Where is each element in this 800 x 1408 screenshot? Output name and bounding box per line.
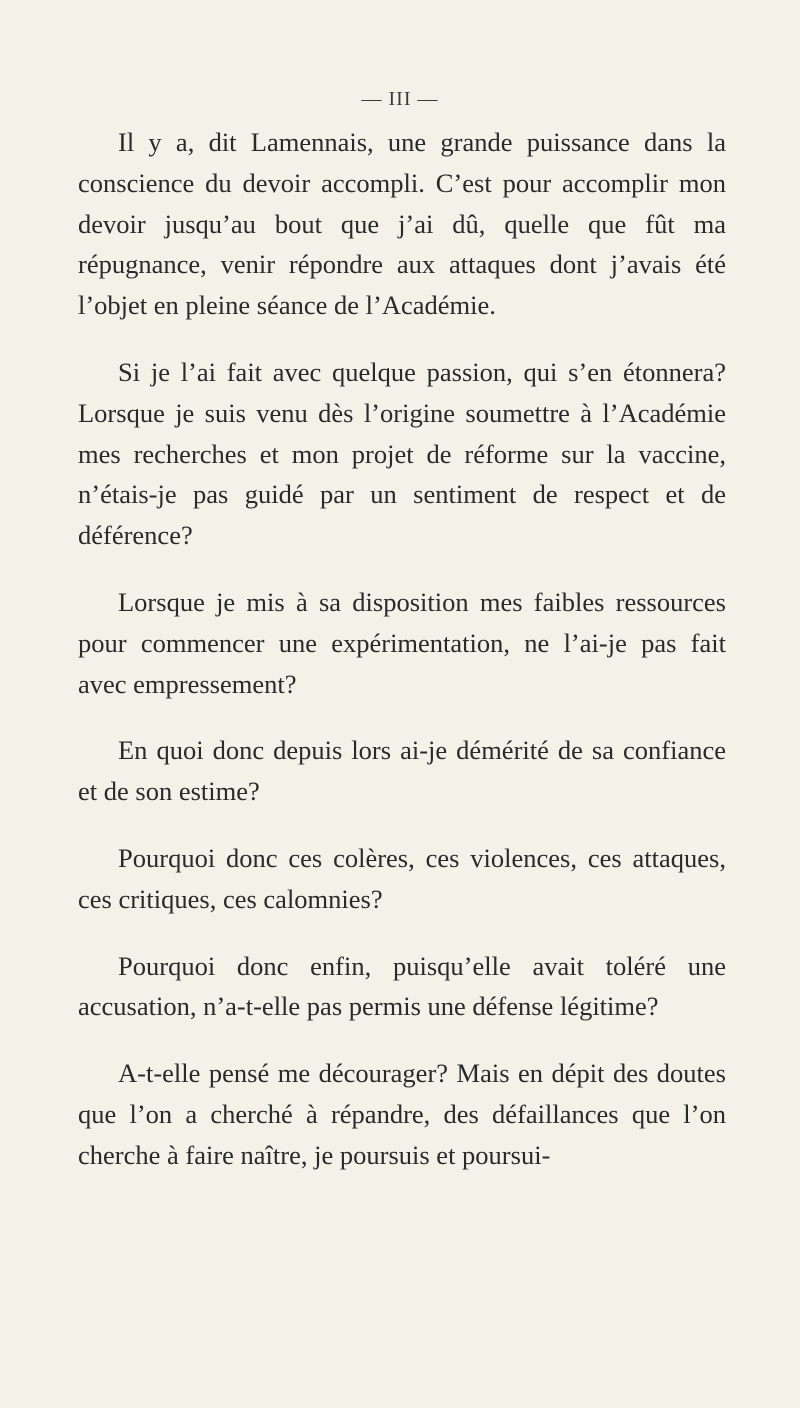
paragraph-7: A-t-elle pensé me décourager? Mais en dépit des doutes que l’on a cherché à répandre, des défaillances que l’on cherche à faire naître, je poursuis et poursui-: [78, 1058, 726, 1170]
paragraph-4: En quoi donc depuis lors ai-je démérité de sa confiance et de son estime?: [78, 735, 726, 807]
paragraph-3: Lorsque je mis à sa disposition mes faibles ressources pour commencer une expérimentation, ne l’ai-je pas fait avec empressement?: [78, 586, 726, 699]
paragraph-1: Il y a, dit Lamennais, une grande puissance dans la conscience du devoir accompli. C’est pour accomplir mon devoir jusqu’au bout que j’ai dû, quelle que fût ma répugnance, venir répondre aux attaques dont j’avais été l’objet en pleine séance de l’Académie.: [78, 127, 726, 321]
page-number: — III —: [361, 88, 439, 110]
paragraph-6: Pourquoi donc enfin, puisqu’elle avait toléré une accusation, n’a-t-elle pas permis une défense légitime?: [78, 950, 726, 1022]
paragraph-5: Pourquoi donc ces colères, ces violences, ces attaques, ces critiques, ces calomnies?: [78, 842, 726, 914]
page-body: [78, 122, 726, 1176]
paragraph-2: Si je l’ai fait avec quelque passion, qui s’en étonnera? Lorsque je suis venu dès l’origine soumettre à l’Académie mes recherches et mon projet de réforme sur la vaccine, n’étais-je pas guidé par un sentiment de respect et de déférence?: [78, 356, 726, 551]
